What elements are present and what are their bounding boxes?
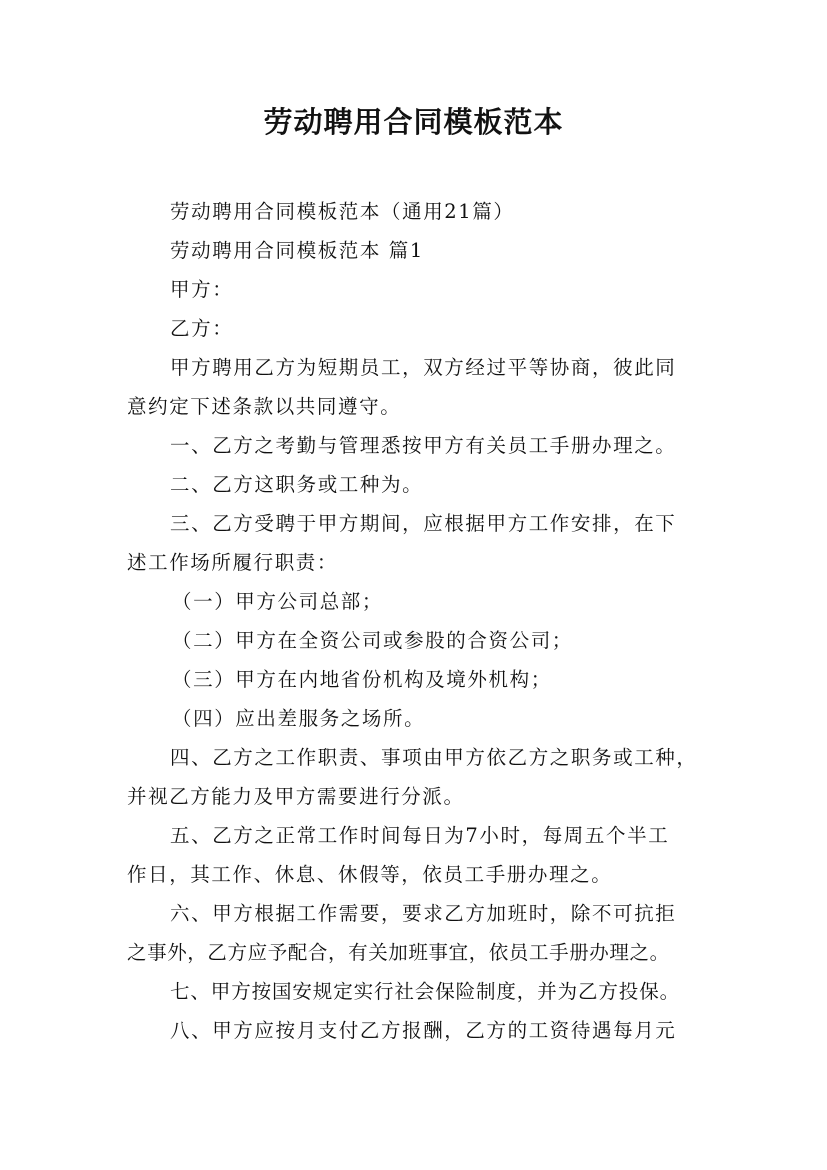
subtitle-line: 劳动聘用合同模板范本（通用21篇） xyxy=(170,200,515,223)
sub-item-2: （二）甲方在全资公司或参股的合资公司； xyxy=(172,629,573,652)
clause-3-continued: 述工作场所履行职责： xyxy=(127,551,339,574)
clause-6: 六、甲方根据工作需要，要求乙方加班时，除不可抗拒 xyxy=(170,902,677,925)
sub-item-1: （一）甲方公司总部； xyxy=(172,590,384,613)
clause-7: 七、甲方按国安规定实行社会保险制度，并为乙方投保。 xyxy=(170,980,681,1003)
paragraph-line: 意约定下述条款以共同遵守。 xyxy=(127,395,402,418)
paragraph-line: 甲方聘用乙方为短期员工，双方经过平等协商，彼此同 xyxy=(170,356,677,379)
clause-1: 一、乙方之考勤与管理悉按甲方有关员工手册办理之。 xyxy=(170,434,677,457)
clause-8: 八、甲方应按月支付乙方报酬，乙方的工资待遇每月元 xyxy=(170,1019,677,1042)
sub-item-4: （四）应出差服务之场所。 xyxy=(172,707,426,730)
party-a-line: 甲方： xyxy=(170,278,234,301)
clause-4-continued: 并视乙方能力及甲方需要进行分派。 xyxy=(127,785,465,808)
section-heading: 劳动聘用合同模板范本 篇1 xyxy=(170,239,424,262)
clause-2: 二、乙方这职务或工种为。 xyxy=(170,473,424,496)
party-b-line: 乙方： xyxy=(170,317,234,340)
clause-5: 五、乙方之正常工作时间每日为7小时，每周五个半工 xyxy=(170,824,670,847)
clause-4: 四、乙方之工作职责、事项由甲方依乙方之职务或工种， xyxy=(170,746,698,769)
sub-item-3: （三）甲方在内地省份机构及境外机构； xyxy=(172,668,552,691)
clause-3: 三、乙方受聘于甲方期间，应根据甲方工作安排，在下 xyxy=(170,512,677,535)
document-title: 劳动聘用合同模板范本 xyxy=(263,105,564,139)
clause-5-continued: 作日，其工作、休息、休假等，依员工手册办理之。 xyxy=(127,863,613,886)
clause-6-continued: 之事外，乙方应予配合，有关加班事宜，依员工手册办理之。 xyxy=(127,941,670,964)
